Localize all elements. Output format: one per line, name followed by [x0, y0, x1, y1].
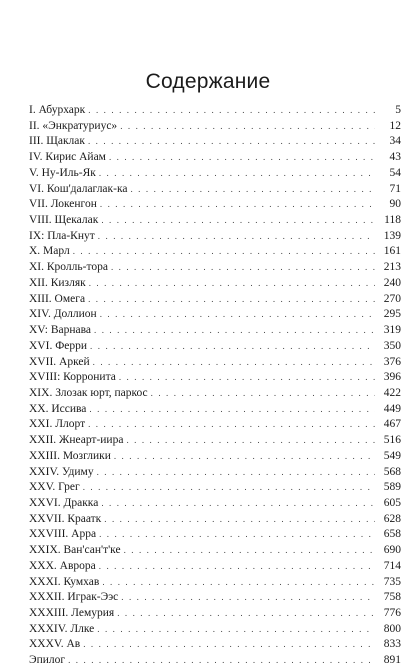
toc-entry-page-number: 422 [383, 386, 401, 399]
dot-leader [151, 386, 375, 402]
toc-entry-title: XVIII: Корронита [29, 371, 116, 384]
toc-entry [29, 512, 401, 528]
dot-leader [73, 244, 375, 260]
dot-leader [97, 622, 375, 638]
dot-leader [117, 606, 375, 622]
toc-entry-title: XXXIII. Лемурия [29, 607, 115, 619]
dot-leader [101, 213, 375, 229]
toc-entry-page-number: 90 [389, 198, 401, 211]
toc-entry-title: I. Абурхарк [29, 104, 86, 116]
toc-entry-page-number: 690 [383, 544, 401, 557]
dot-leader [89, 402, 375, 418]
toc-entry-title: XXXII. Играк-Ээс [29, 591, 119, 604]
dot-leader [109, 150, 375, 166]
dot-leader [100, 197, 375, 213]
dot-leader [83, 637, 375, 653]
toc-entry [29, 276, 401, 292]
toc-entry-page-number: 139 [383, 229, 401, 242]
toc-entry-title: XXXI. Кумхав [29, 575, 100, 588]
toc-entry-page-number: 658 [383, 528, 401, 541]
toc-entry-title: XX. Иссива [29, 402, 87, 415]
toc-entry-title: XIX. Злозак юрт, паркос [29, 386, 148, 399]
toc-entry [29, 637, 401, 653]
toc-entry-page-number: 714 [383, 559, 401, 572]
dot-leader [88, 292, 375, 308]
toc-entry-title: XXIV. Удиму [29, 465, 94, 478]
toc-entry-page-number: 43 [389, 151, 401, 164]
toc-entry [29, 402, 401, 418]
dot-leader [99, 527, 375, 543]
toc-entry-page-number: 833 [383, 638, 401, 651]
toc-entry-page-number: 800 [383, 622, 401, 635]
toc-entry [29, 244, 401, 260]
toc-entry-page-number: 376 [383, 355, 401, 368]
toc-entry-page-number: 735 [383, 575, 401, 588]
toc-entry [29, 496, 401, 512]
toc-entry [29, 449, 401, 465]
toc-entry-title: XXX. Аврора [29, 559, 96, 572]
toc-entry [29, 323, 401, 339]
toc-entry-title: XVII. Аркей [29, 355, 90, 368]
dot-leader [68, 653, 375, 669]
toc-entry-page-number: 467 [383, 418, 401, 431]
toc-entry-page-number: 240 [383, 276, 401, 289]
toc-entry [29, 292, 401, 308]
toc-entry [29, 543, 401, 559]
toc-entry-page-number: 12 [389, 119, 401, 132]
toc-entry-title: III. Щаклак [29, 135, 85, 148]
toc-entry [29, 197, 401, 213]
toc-entry-title: XXXV. Ав [29, 638, 81, 651]
toc-entry [29, 213, 401, 229]
toc-entry-title: XII. Кизляк [29, 276, 86, 289]
dot-leader [102, 575, 375, 591]
toc-entry-page-number: 5 [395, 104, 401, 116]
toc-entry [29, 103, 401, 119]
toc-entry [29, 480, 401, 496]
dot-leader [111, 260, 375, 276]
toc-entry-page-number: 34 [389, 135, 401, 148]
toc-entry-title: XXVII. Краатк [29, 512, 102, 525]
toc-entry-page-number: 549 [383, 449, 401, 462]
toc-entry-title: XXVIII. Арра [29, 528, 97, 541]
toc-entry [29, 229, 401, 245]
toc-entry-title: Эпилог [29, 654, 66, 667]
toc-entry-page-number: 350 [383, 339, 401, 352]
toc-entry-title: XIII. Омега [29, 292, 86, 305]
dot-leader [98, 229, 375, 245]
toc-entry [29, 559, 401, 575]
toc-entry-page-number: 758 [383, 591, 401, 604]
toc-entry [29, 622, 401, 638]
toc-entry [29, 590, 401, 606]
dot-leader [104, 512, 375, 528]
toc-entry-title: X. Марл [29, 245, 70, 258]
dot-leader [89, 276, 375, 292]
dot-leader [126, 433, 375, 449]
toc-entry [29, 527, 401, 543]
dot-leader [124, 543, 375, 559]
dot-leader [100, 307, 375, 323]
toc-entry-title: IV. Кирис Айам [29, 151, 106, 164]
toc-entry [29, 465, 401, 481]
dot-leader [97, 465, 375, 481]
toc-entry-page-number: 118 [384, 214, 401, 227]
toc-entry-page-number: 891 [383, 654, 401, 667]
dot-leader [88, 134, 375, 150]
dot-leader [93, 355, 375, 371]
table-of-contents [29, 103, 401, 669]
page-edge [0, 0, 2, 632]
toc-entry-page-number: 71 [389, 182, 401, 195]
toc-entry [29, 166, 401, 182]
toc-entry-page-number: 319 [383, 324, 401, 337]
toc-entry [29, 339, 401, 355]
toc-entry-title: XXVI. Дракка [29, 496, 99, 509]
toc-entry-page-number: 396 [383, 371, 401, 384]
toc-entry [29, 307, 401, 323]
toc-entry-title: XXIII. Мозглики [29, 449, 111, 462]
toc-entry-title: VIII. Щекалак [29, 214, 99, 227]
dot-leader [90, 339, 375, 355]
toc-entry-page-number: 161 [383, 245, 401, 258]
toc-entry-title: XXV. Грег [29, 481, 80, 494]
toc-entry-title: XXXIV. Ллке [29, 622, 95, 635]
toc-entry [29, 575, 401, 591]
toc-entry [29, 119, 401, 135]
dot-leader [120, 119, 375, 135]
toc-entry-page-number: 213 [383, 261, 401, 274]
dot-leader [99, 559, 375, 575]
dot-leader [88, 103, 375, 119]
dot-leader [83, 480, 375, 496]
toc-entry [29, 182, 401, 198]
toc-entry [29, 370, 401, 386]
toc-entry-page-number: 54 [389, 166, 401, 179]
toc-entry-title: XVI. Ферри [29, 339, 88, 352]
dot-leader [94, 323, 375, 339]
toc-entry-page-number: 628 [383, 512, 401, 525]
toc-entry [29, 417, 401, 433]
toc-entry-page-number: 589 [383, 481, 401, 494]
toc-entry [29, 150, 401, 166]
toc-entry-title: V. Ну-Иль-Як [29, 166, 96, 179]
dot-leader [130, 182, 375, 198]
toc-entry-page-number: 776 [383, 607, 401, 619]
toc-entry-title: XI. Кролль-тора [29, 261, 108, 274]
toc-entry-title: XV: Варнава [29, 324, 91, 337]
toc-entry-title: XXIX. Ван'сан'т'ке [29, 544, 121, 557]
toc-entry-title: VI. Кош'далаглак-ка [29, 182, 128, 195]
toc-entry-title: IX: Пла-Кнут [29, 229, 95, 242]
toc-entry [29, 386, 401, 402]
toc-entry [29, 355, 401, 371]
toc-entry-page-number: 295 [383, 308, 401, 321]
dot-leader [121, 590, 375, 606]
toc-entry-title: XXI. Ллорт [29, 418, 86, 431]
toc-entry [29, 260, 401, 276]
toc-entry-page-number: 270 [383, 292, 401, 305]
toc-entry-page-number: 449 [383, 402, 401, 415]
toc-entry [29, 433, 401, 449]
toc-entry-title: XXII. Жнеарт-иира [29, 434, 124, 447]
toc-entry-page-number: 568 [383, 465, 401, 478]
dot-leader [99, 166, 375, 182]
toc-entry [29, 606, 401, 622]
toc-entry-page-number: 605 [383, 496, 401, 509]
toc-entry-title: II. «Энкратуриус» [29, 119, 118, 132]
contents-title: Содержание [145, 70, 271, 93]
toc-entry-page-number: 516 [383, 434, 401, 447]
toc-entry-title: VII. Локенгон [29, 198, 97, 211]
dot-leader [101, 496, 375, 512]
toc-entry [29, 134, 401, 150]
toc-entry-title: XIV. Доллион [29, 308, 97, 321]
dot-leader [119, 370, 375, 386]
toc-entry [29, 653, 401, 669]
dot-leader [88, 417, 375, 433]
dot-leader [114, 449, 375, 465]
